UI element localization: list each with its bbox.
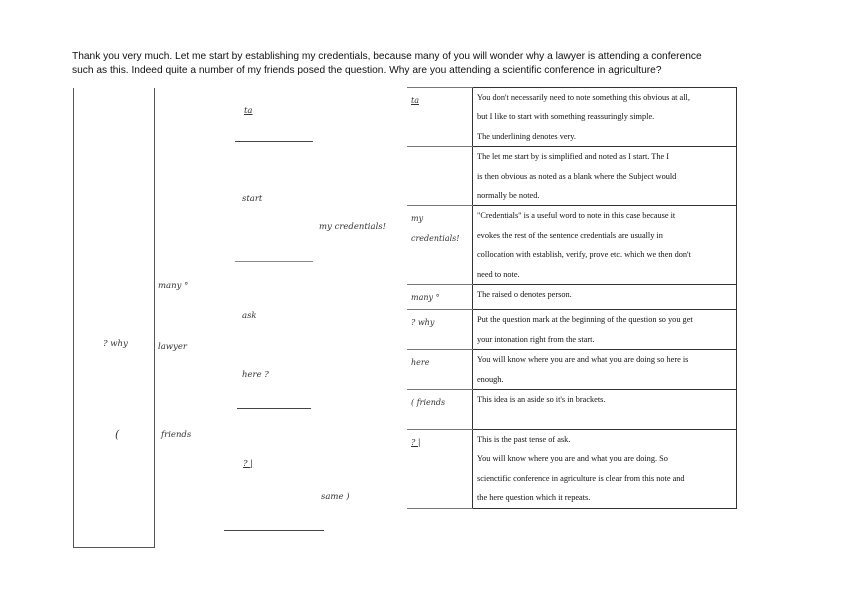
explanation-line: collocation with establish, verify, prove etc. which we then don't bbox=[477, 250, 691, 260]
row-note bbox=[407, 88, 473, 147]
table-row bbox=[407, 147, 737, 206]
table-row bbox=[407, 350, 737, 390]
note-blank-4 bbox=[224, 530, 324, 531]
explanation-line: You will know where you are and what you are doing. So bbox=[477, 454, 668, 464]
explanation-line bbox=[477, 410, 732, 429]
note-same: same ) bbox=[321, 492, 350, 502]
row-note-text: ? | bbox=[411, 437, 421, 447]
row-explanation bbox=[473, 206, 737, 285]
intro-line-1: Thank you very much. Let me start by establishing my credentials, because many of you will wonder why a lawyer is attending a conference bbox=[72, 51, 702, 62]
notes-column-divider bbox=[154, 88, 155, 548]
row-note-text: ta bbox=[411, 96, 419, 105]
table-row bbox=[407, 206, 737, 285]
notes-bottom-border bbox=[73, 547, 154, 548]
row-explanation bbox=[473, 310, 737, 350]
note-here: here ? bbox=[242, 370, 269, 380]
explanation-line: "Credentials" is a useful word to note in this case because it bbox=[477, 211, 676, 221]
row-note-text: many ° bbox=[411, 293, 440, 303]
note-friends: friends bbox=[161, 430, 192, 440]
note-start: start bbox=[242, 194, 263, 204]
explanation-line: scienctific conference in agriculture is clear from this note and bbox=[477, 473, 685, 483]
explanation-line: The let me start by is simplified and noted as I start. The I bbox=[477, 152, 670, 162]
row-note-text: ? why bbox=[411, 318, 435, 328]
note-blank-3 bbox=[237, 408, 311, 409]
table-row bbox=[407, 390, 737, 430]
row-note bbox=[407, 310, 473, 350]
row-note-text: here bbox=[411, 358, 430, 368]
intro-paragraph bbox=[72, 50, 792, 77]
table-row bbox=[407, 88, 737, 147]
explanation-line: your intonation right from the start. bbox=[477, 334, 595, 344]
row-note bbox=[407, 350, 473, 390]
note-ask: ask bbox=[242, 311, 257, 321]
notes-left-border bbox=[73, 88, 74, 548]
row-note bbox=[407, 285, 473, 310]
row-note bbox=[407, 429, 473, 508]
explanation-line: Put the question mark at the beginning of the question so you get bbox=[477, 315, 693, 325]
note-many: many ° bbox=[158, 281, 189, 291]
note-ta: ta bbox=[244, 106, 253, 116]
explanation-line: enough. bbox=[477, 374, 504, 384]
handwritten-notes-panel bbox=[73, 88, 387, 548]
explanation-line: the here question which it repeats. bbox=[477, 493, 591, 503]
explanation-line: normally be noted. bbox=[477, 191, 540, 201]
note-bracket: ( bbox=[115, 428, 120, 441]
table-row bbox=[407, 429, 737, 508]
explanation-line: You will know where you are and what you are doing so here is bbox=[477, 355, 689, 365]
note-lawyer: lawyer bbox=[158, 342, 187, 352]
note-why: ? why bbox=[103, 339, 128, 349]
row-note-text: ( friends bbox=[411, 398, 446, 408]
intro-line-2: such as this. Indeed quite a number of my friends posed the question. Why are you attending a scientific conference in agriculture? bbox=[72, 64, 662, 76]
explanation-line: You don't necessarily need to note something this obvious at all, bbox=[477, 93, 690, 102]
row-explanation bbox=[473, 147, 737, 206]
explanation-line: evokes the rest of the sentence credentials are usually in bbox=[477, 230, 663, 240]
explanation-table bbox=[407, 87, 737, 509]
note-credentials: my credentials! bbox=[319, 222, 387, 232]
row-explanation bbox=[473, 390, 737, 430]
row-note bbox=[407, 206, 473, 285]
row-note-text: my credentials! bbox=[411, 214, 460, 243]
explanation-line: need to note. bbox=[477, 269, 520, 279]
explanation-line: The underlining denotes very. bbox=[477, 131, 576, 141]
note-past: ? | bbox=[243, 459, 254, 469]
row-note bbox=[407, 147, 473, 206]
row-note bbox=[407, 390, 473, 430]
explanation-line: is then obvious as noted as a blank where the Subject would bbox=[477, 171, 677, 181]
note-blank-1 bbox=[235, 141, 313, 142]
explanation-line: The raised o denotes person. bbox=[477, 290, 572, 300]
row-explanation bbox=[473, 350, 737, 390]
table-row bbox=[407, 285, 737, 310]
row-explanation bbox=[473, 285, 737, 310]
explanation-line: but I like to start with something reassuringly simple. bbox=[477, 112, 655, 122]
table-row bbox=[407, 310, 737, 350]
explanation-line: This idea is an aside so it's in brackets. bbox=[477, 395, 606, 405]
row-explanation bbox=[473, 88, 737, 147]
row-explanation bbox=[473, 429, 737, 508]
note-blank-2 bbox=[235, 261, 313, 262]
explanation-line: This is the past tense of ask. bbox=[477, 434, 571, 444]
